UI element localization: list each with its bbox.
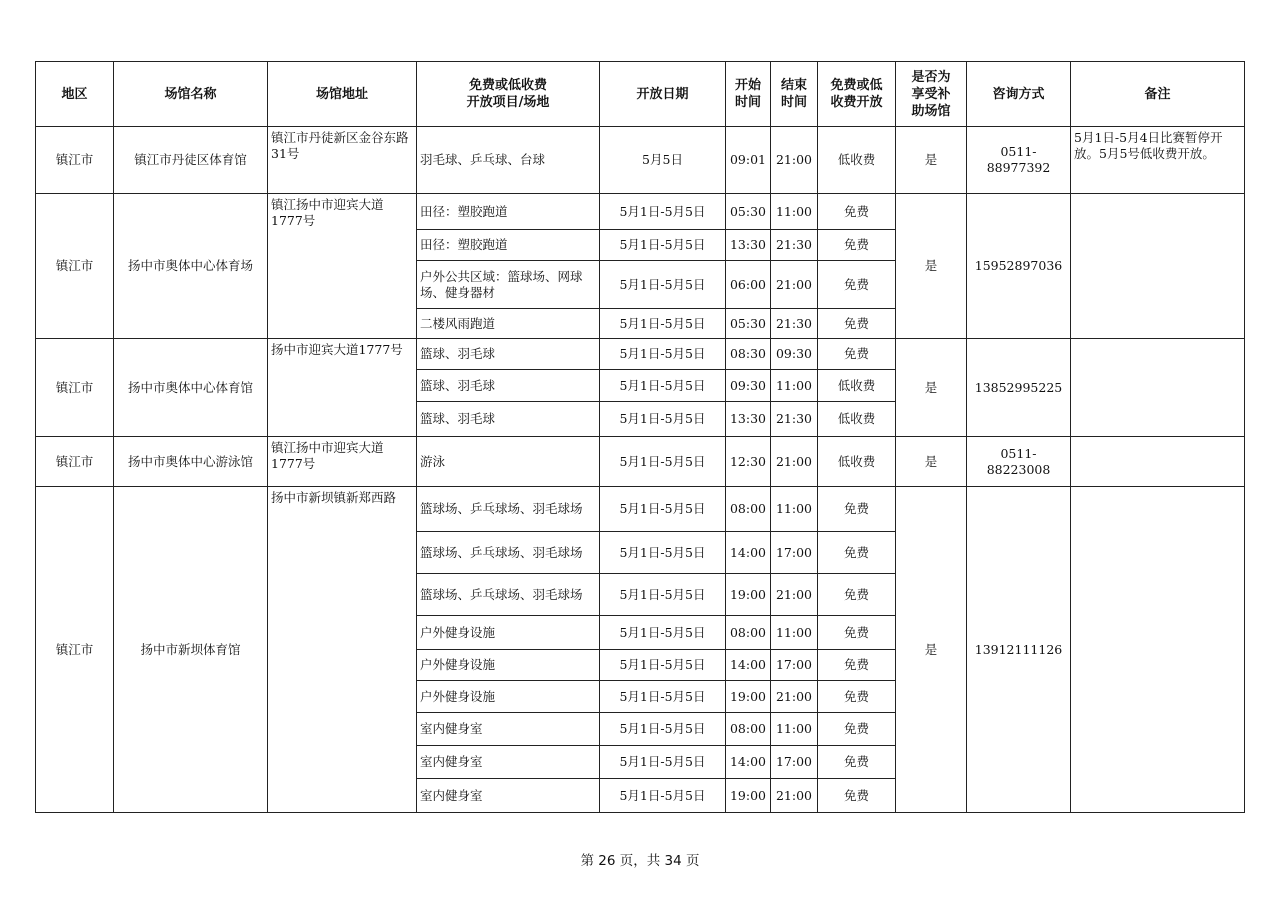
end-time-cell: 21:30 xyxy=(771,402,818,437)
venue-name-cell: 扬中市新坝体育馆 xyxy=(114,487,268,813)
venue-name-cell: 扬中市奥体中心体育馆 xyxy=(114,339,268,437)
open-date-cell: 5月1日-5月5日 xyxy=(600,230,726,261)
header-remark: 备注 xyxy=(1071,62,1245,127)
end-time-cell: 21:00 xyxy=(771,779,818,813)
header-open-date: 开放日期 xyxy=(600,62,726,127)
venue-name-cell: 镇江市丹徒区体育馆 xyxy=(114,127,268,194)
start-time-cell: 08:00 xyxy=(726,616,771,650)
fee-type-cell: 免费 xyxy=(818,487,896,532)
subsidy-cell: 是 xyxy=(896,127,967,194)
table-row xyxy=(36,339,1245,370)
fee-type-cell: 低收费 xyxy=(818,402,896,437)
open-date-cell: 5月1日-5月5日 xyxy=(600,402,726,437)
project-cell: 室内健身室 xyxy=(417,746,600,779)
end-time-cell: 21:00 xyxy=(771,127,818,194)
page-footer: 第 26 页，共 34 页 xyxy=(580,853,700,869)
open-date-cell: 5月1日-5月5日 xyxy=(600,779,726,813)
start-time-cell: 14:00 xyxy=(726,650,771,681)
start-time-cell: 13:30 xyxy=(726,230,771,261)
project-cell: 篮球场、乒乓球场、羽毛球场 xyxy=(417,532,600,574)
project-cell: 室内健身室 xyxy=(417,779,600,813)
end-time-cell: 17:00 xyxy=(771,746,818,779)
fee-type-cell: 免费 xyxy=(818,261,896,309)
subsidy-cell: 是 xyxy=(896,339,967,437)
start-time-cell: 19:00 xyxy=(726,681,771,713)
header-fee-type: 免费或低 收费开放 xyxy=(818,62,896,127)
header-subsidy: 是否为 享受补 助场馆 xyxy=(896,62,967,127)
open-date-cell: 5月1日-5月5日 xyxy=(600,574,726,616)
project-cell: 田径：塑胶跑道 xyxy=(417,194,600,230)
end-time-cell: 17:00 xyxy=(771,532,818,574)
end-time-cell: 21:00 xyxy=(771,681,818,713)
contact-cell: 13852995225 xyxy=(967,339,1071,437)
project-cell: 羽毛球、乒乓球、台球 xyxy=(417,127,600,194)
open-date-cell: 5月1日-5月5日 xyxy=(600,194,726,230)
open-date-cell: 5月1日-5月5日 xyxy=(600,370,726,402)
contact-cell: 0511-88223008 xyxy=(967,437,1071,487)
open-date-cell: 5月1日-5月5日 xyxy=(600,681,726,713)
project-cell: 室内健身室 xyxy=(417,713,600,746)
open-date-cell: 5月1日-5月5日 xyxy=(600,261,726,309)
fee-type-cell: 低收费 xyxy=(818,437,896,487)
project-cell: 户外健身设施 xyxy=(417,650,600,681)
end-time-cell: 21:00 xyxy=(771,437,818,487)
fee-type-cell: 免费 xyxy=(818,616,896,650)
start-time-cell: 19:00 xyxy=(726,779,771,813)
venue-table xyxy=(35,61,1245,813)
header-row xyxy=(36,62,1245,127)
header-start-time: 开始 时间 xyxy=(726,62,771,127)
venue-address-cell: 扬中市新坝镇新郑西路 xyxy=(268,487,417,813)
end-time-cell: 17:00 xyxy=(771,650,818,681)
open-date-cell: 5月1日-5月5日 xyxy=(600,309,726,339)
header-project: 免费或低收费 开放项目/场地 xyxy=(417,62,600,127)
region-cell: 镇江市 xyxy=(36,194,114,339)
fee-type-cell: 免费 xyxy=(818,532,896,574)
venue-address-cell: 镇江扬中市迎宾大道1777号 xyxy=(268,194,417,339)
fee-type-cell: 免费 xyxy=(818,650,896,681)
fee-type-cell: 免费 xyxy=(818,309,896,339)
start-time-cell: 08:00 xyxy=(726,487,771,532)
project-cell: 篮球、羽毛球 xyxy=(417,370,600,402)
open-date-cell: 5月1日-5月5日 xyxy=(600,713,726,746)
project-cell: 户外公共区域：篮球场、网球场、健身器材 xyxy=(417,261,600,309)
fee-type-cell: 免费 xyxy=(818,194,896,230)
subsidy-cell: 是 xyxy=(896,194,967,339)
header-venue-address: 场馆地址 xyxy=(268,62,417,127)
contact-cell: 13912111126 xyxy=(967,487,1071,813)
table-row xyxy=(36,127,1245,194)
open-date-cell: 5月1日-5月5日 xyxy=(600,487,726,532)
header-contact: 咨询方式 xyxy=(967,62,1071,127)
open-date-cell: 5月1日-5月5日 xyxy=(600,532,726,574)
project-cell: 户外健身设施 xyxy=(417,616,600,650)
end-time-cell: 11:00 xyxy=(771,616,818,650)
start-time-cell: 05:30 xyxy=(726,309,771,339)
start-time-cell: 05:30 xyxy=(726,194,771,230)
venue-address-cell: 镇江扬中市迎宾大道1777号 xyxy=(268,437,417,487)
project-cell: 篮球、羽毛球 xyxy=(417,339,600,370)
project-cell: 户外健身设施 xyxy=(417,681,600,713)
fee-type-cell: 免费 xyxy=(818,746,896,779)
end-time-cell: 21:00 xyxy=(771,261,818,309)
region-cell: 镇江市 xyxy=(36,339,114,437)
venue-name-cell: 扬中市奥体中心体育场 xyxy=(114,194,268,339)
end-time-cell: 21:00 xyxy=(771,574,818,616)
open-date-cell: 5月1日-5月5日 xyxy=(600,616,726,650)
header-region: 地区 xyxy=(36,62,114,127)
open-date-cell: 5月1日-5月5日 xyxy=(600,746,726,779)
fee-type-cell: 免费 xyxy=(818,339,896,370)
header-venue-name: 场馆名称 xyxy=(114,62,268,127)
table-row xyxy=(36,194,1245,230)
fee-type-cell: 免费 xyxy=(818,574,896,616)
fee-type-cell: 免费 xyxy=(818,779,896,813)
end-time-cell: 21:30 xyxy=(771,309,818,339)
start-time-cell: 06:00 xyxy=(726,261,771,309)
contact-cell: 0511-88977392 xyxy=(967,127,1071,194)
open-date-cell: 5月5日 xyxy=(600,127,726,194)
region-cell: 镇江市 xyxy=(36,127,114,194)
fee-type-cell: 免费 xyxy=(818,713,896,746)
start-time-cell: 12:30 xyxy=(726,437,771,487)
subsidy-cell: 是 xyxy=(896,437,967,487)
end-time-cell: 09:30 xyxy=(771,339,818,370)
start-time-cell: 14:00 xyxy=(726,532,771,574)
remark-cell xyxy=(1071,194,1245,339)
fee-type-cell: 免费 xyxy=(818,230,896,261)
region-cell: 镇江市 xyxy=(36,437,114,487)
fee-type-cell: 低收费 xyxy=(818,127,896,194)
remark-cell: 5月1日-5月4日比赛暂停开放。5月5号低收费开放。 xyxy=(1071,127,1245,194)
project-cell: 田径：塑胶跑道 xyxy=(417,230,600,261)
start-time-cell: 13:30 xyxy=(726,402,771,437)
end-time-cell: 11:00 xyxy=(771,713,818,746)
project-cell: 篮球、羽毛球 xyxy=(417,402,600,437)
start-time-cell: 09:30 xyxy=(726,370,771,402)
open-date-cell: 5月1日-5月5日 xyxy=(600,339,726,370)
remark-cell xyxy=(1071,487,1245,813)
contact-cell: 15952897036 xyxy=(967,194,1071,339)
open-date-cell: 5月1日-5月5日 xyxy=(600,437,726,487)
project-cell: 游泳 xyxy=(417,437,600,487)
table-row xyxy=(36,487,1245,532)
end-time-cell: 11:00 xyxy=(771,194,818,230)
fee-type-cell: 低收费 xyxy=(818,370,896,402)
venue-address-cell: 镇江市丹徒新区金谷东路31号 xyxy=(268,127,417,194)
project-cell: 二楼风雨跑道 xyxy=(417,309,600,339)
fee-type-cell: 免费 xyxy=(818,681,896,713)
end-time-cell: 21:30 xyxy=(771,230,818,261)
end-time-cell: 11:00 xyxy=(771,370,818,402)
start-time-cell: 08:00 xyxy=(726,713,771,746)
start-time-cell: 09:01 xyxy=(726,127,771,194)
project-cell: 篮球场、乒乓球场、羽毛球场 xyxy=(417,487,600,532)
table-body xyxy=(36,127,1245,813)
start-time-cell: 19:00 xyxy=(726,574,771,616)
header-end-time: 结束 时间 xyxy=(771,62,818,127)
venue-address-cell: 扬中市迎宾大道1777号 xyxy=(268,339,417,437)
region-cell: 镇江市 xyxy=(36,487,114,813)
remark-cell xyxy=(1071,339,1245,437)
project-cell: 篮球场、乒乓球场、羽毛球场 xyxy=(417,574,600,616)
open-date-cell: 5月1日-5月5日 xyxy=(600,650,726,681)
start-time-cell: 14:00 xyxy=(726,746,771,779)
end-time-cell: 11:00 xyxy=(771,487,818,532)
remark-cell xyxy=(1071,437,1245,487)
venue-name-cell: 扬中市奥体中心游泳馆 xyxy=(114,437,268,487)
start-time-cell: 08:30 xyxy=(726,339,771,370)
subsidy-cell: 是 xyxy=(896,487,967,813)
table-row xyxy=(36,437,1245,487)
